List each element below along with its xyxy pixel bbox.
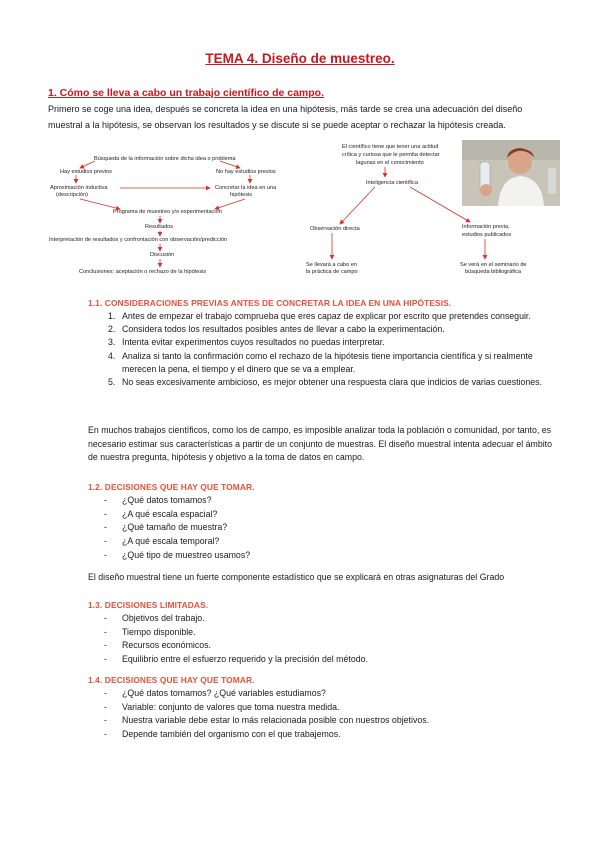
rd-center: Inteligencia científica xyxy=(366,180,418,186)
arrow xyxy=(215,199,245,209)
list-item: - ¿Qué tipo de muestreo usamos? xyxy=(104,549,544,563)
limited-decisions-list xyxy=(104,612,544,667)
flow-node-no-previous-studies: No hay estudios previos xyxy=(216,169,276,175)
list-item: - ¿A qué escala temporal? xyxy=(104,535,544,549)
rd-left: Observación directa xyxy=(310,226,360,232)
arrow xyxy=(80,199,120,209)
section-1-1-heading: 1.1. CONSIDERACIONES PREVIAS ANTES DE CONCRETAR LA IDEA EN UNA HIPÓTESIS. xyxy=(88,298,452,308)
rd-top-3: lagunas en el conocimiento xyxy=(356,160,424,166)
list-item: - ¿A qué escala espacial? xyxy=(104,508,544,522)
list-item: - Nuestra variable debe estar lo más relacionada posible con nuestros objetivos. xyxy=(104,714,544,728)
rd-bottom-left-1: Se llevará a cabo en xyxy=(306,262,357,268)
list-item: - Recursos económicos. xyxy=(104,639,544,653)
document-title: TEMA 4. Diseño de muestreo. xyxy=(205,51,395,66)
list-item: - Variable: conjunto de valores que toma nuestra medida. xyxy=(104,701,544,715)
list-item: - Equilibrio entre el esfuerzo requerido y la precisión del método. xyxy=(104,653,544,667)
list-item: - Tiempo disponible. xyxy=(104,626,544,640)
statistics-paragraph: El diseño muestral tiene un fuerte componente estadístico que se explicará en otras asignaturas del Grado xyxy=(88,572,505,582)
list-item: - Depende también del organismo con el que trabajemos. xyxy=(104,728,544,742)
scientific-method-diagram xyxy=(40,140,560,290)
flow-node-hypothesis: Concretar la idea en una xyxy=(215,185,277,191)
list-item: - ¿Qué tamaño de muestra? xyxy=(104,521,544,535)
list-item: 1. Antes de empezar el trabajo comprueba que eres capaz de explicar por escrito que pretendes conseguir. xyxy=(108,311,531,321)
list-item: - Objetivos del trabajo. xyxy=(104,612,544,626)
flow-node-conclusions: Conclusiones: aceptación o rechazo de la hipótesis xyxy=(79,269,207,275)
section-1-3-heading: 1.3. DECISIONES LIMITADAS. xyxy=(88,600,209,610)
rd-bottom-right-2: búsqueda bibliográfica xyxy=(465,269,521,275)
list-item: 5. No seas excesivamente ambicioso, es mejor obtener una respuesta clara que indicios de varias cuestiones. xyxy=(108,377,543,388)
section-1-intro: Primero se coge una idea, después se concreta la idea en una hipótesis, más tarde se crea una adecuación del diseño muestral a la hipótesis, se observan los resultados y se discute si se puede aceptar o rechazar la hipótesis creada. xyxy=(48,104,523,130)
flow-node-hypothesis-2: hipótesis xyxy=(230,192,253,198)
list-item: 2. Considera todos los resultados posibles antes de llevar a cabo la experimentación. xyxy=(108,324,445,335)
flow-node-results: Resultados xyxy=(145,224,173,230)
decisions-list xyxy=(104,494,544,563)
arrow xyxy=(80,161,95,168)
arrow xyxy=(410,187,470,222)
list-item: - ¿Qué datos tomamos? ¿Qué variables estudiamos? xyxy=(104,687,544,701)
sampling-paragraph: En muchos trabajos científicos, como los de campo, es imposible analizar toda la población o comunidad, por tanto, es necesario estimar sus características a partir de un conjunto de muestras. El diseño muestral intenta adecuar el ámbito de nuestra pregunta, hipótesis y objetivo a la toma de datos en campo. xyxy=(88,425,553,463)
list-item: 3. Intenta evitar experimentos cuyos resultados no puedas interpretar. xyxy=(108,337,385,348)
rd-top-1: El científico tiene que tener una actitud xyxy=(342,144,439,150)
variables-list xyxy=(104,687,544,742)
flow-node-description: (descripción) xyxy=(56,192,89,198)
section-1-heading: 1. Cómo se lleva a cabo un trabajo científico de campo. xyxy=(48,87,324,99)
flow-node-discussion: Discusión xyxy=(150,252,175,258)
flow-node-sampling-program: Programa de muestreo y/o experimentación xyxy=(113,209,222,215)
section-1-4-heading: 1.4. DECISIONES QUE HAY QUE TOMAR. xyxy=(88,675,255,685)
flow-node-interpretation: Interpretación de resultados y confrontación con observación/predicción xyxy=(49,237,228,243)
rd-bottom-left-2: la práctica de campo xyxy=(306,269,358,275)
section-1-2-heading: 1.2. DECISIONES QUE HAY QUE TOMAR. xyxy=(88,482,255,492)
list-item: - ¿Qué datos tomamos? xyxy=(104,494,544,508)
flow-node-inductive: Aproximación inductiva xyxy=(50,185,108,191)
list-item: 4. Analiza si tanto la confirmación como el rechazo de la hipótesis tiene importancia científica y si realmente merecen la pena, el tiempo y el dinero que se va a emplear. xyxy=(108,350,533,374)
left-flowchart xyxy=(49,156,277,275)
scientist-photo xyxy=(462,140,560,206)
arrow xyxy=(220,161,240,168)
rd-right-2: estudios publicados xyxy=(462,232,512,238)
arrow xyxy=(340,187,375,224)
flow-node-previous-studies: Hay estudios previos xyxy=(60,169,112,175)
rd-right-1: Información previa, xyxy=(462,224,510,230)
flow-node-search: Búsqueda de la información sobre dicha idea o problema xyxy=(94,156,236,162)
rd-bottom-right-1: Se verá en el seminario de xyxy=(460,262,527,268)
rd-top-2: crítica y curiosa que le permita detectar xyxy=(342,152,440,158)
considerations-list xyxy=(108,310,548,389)
